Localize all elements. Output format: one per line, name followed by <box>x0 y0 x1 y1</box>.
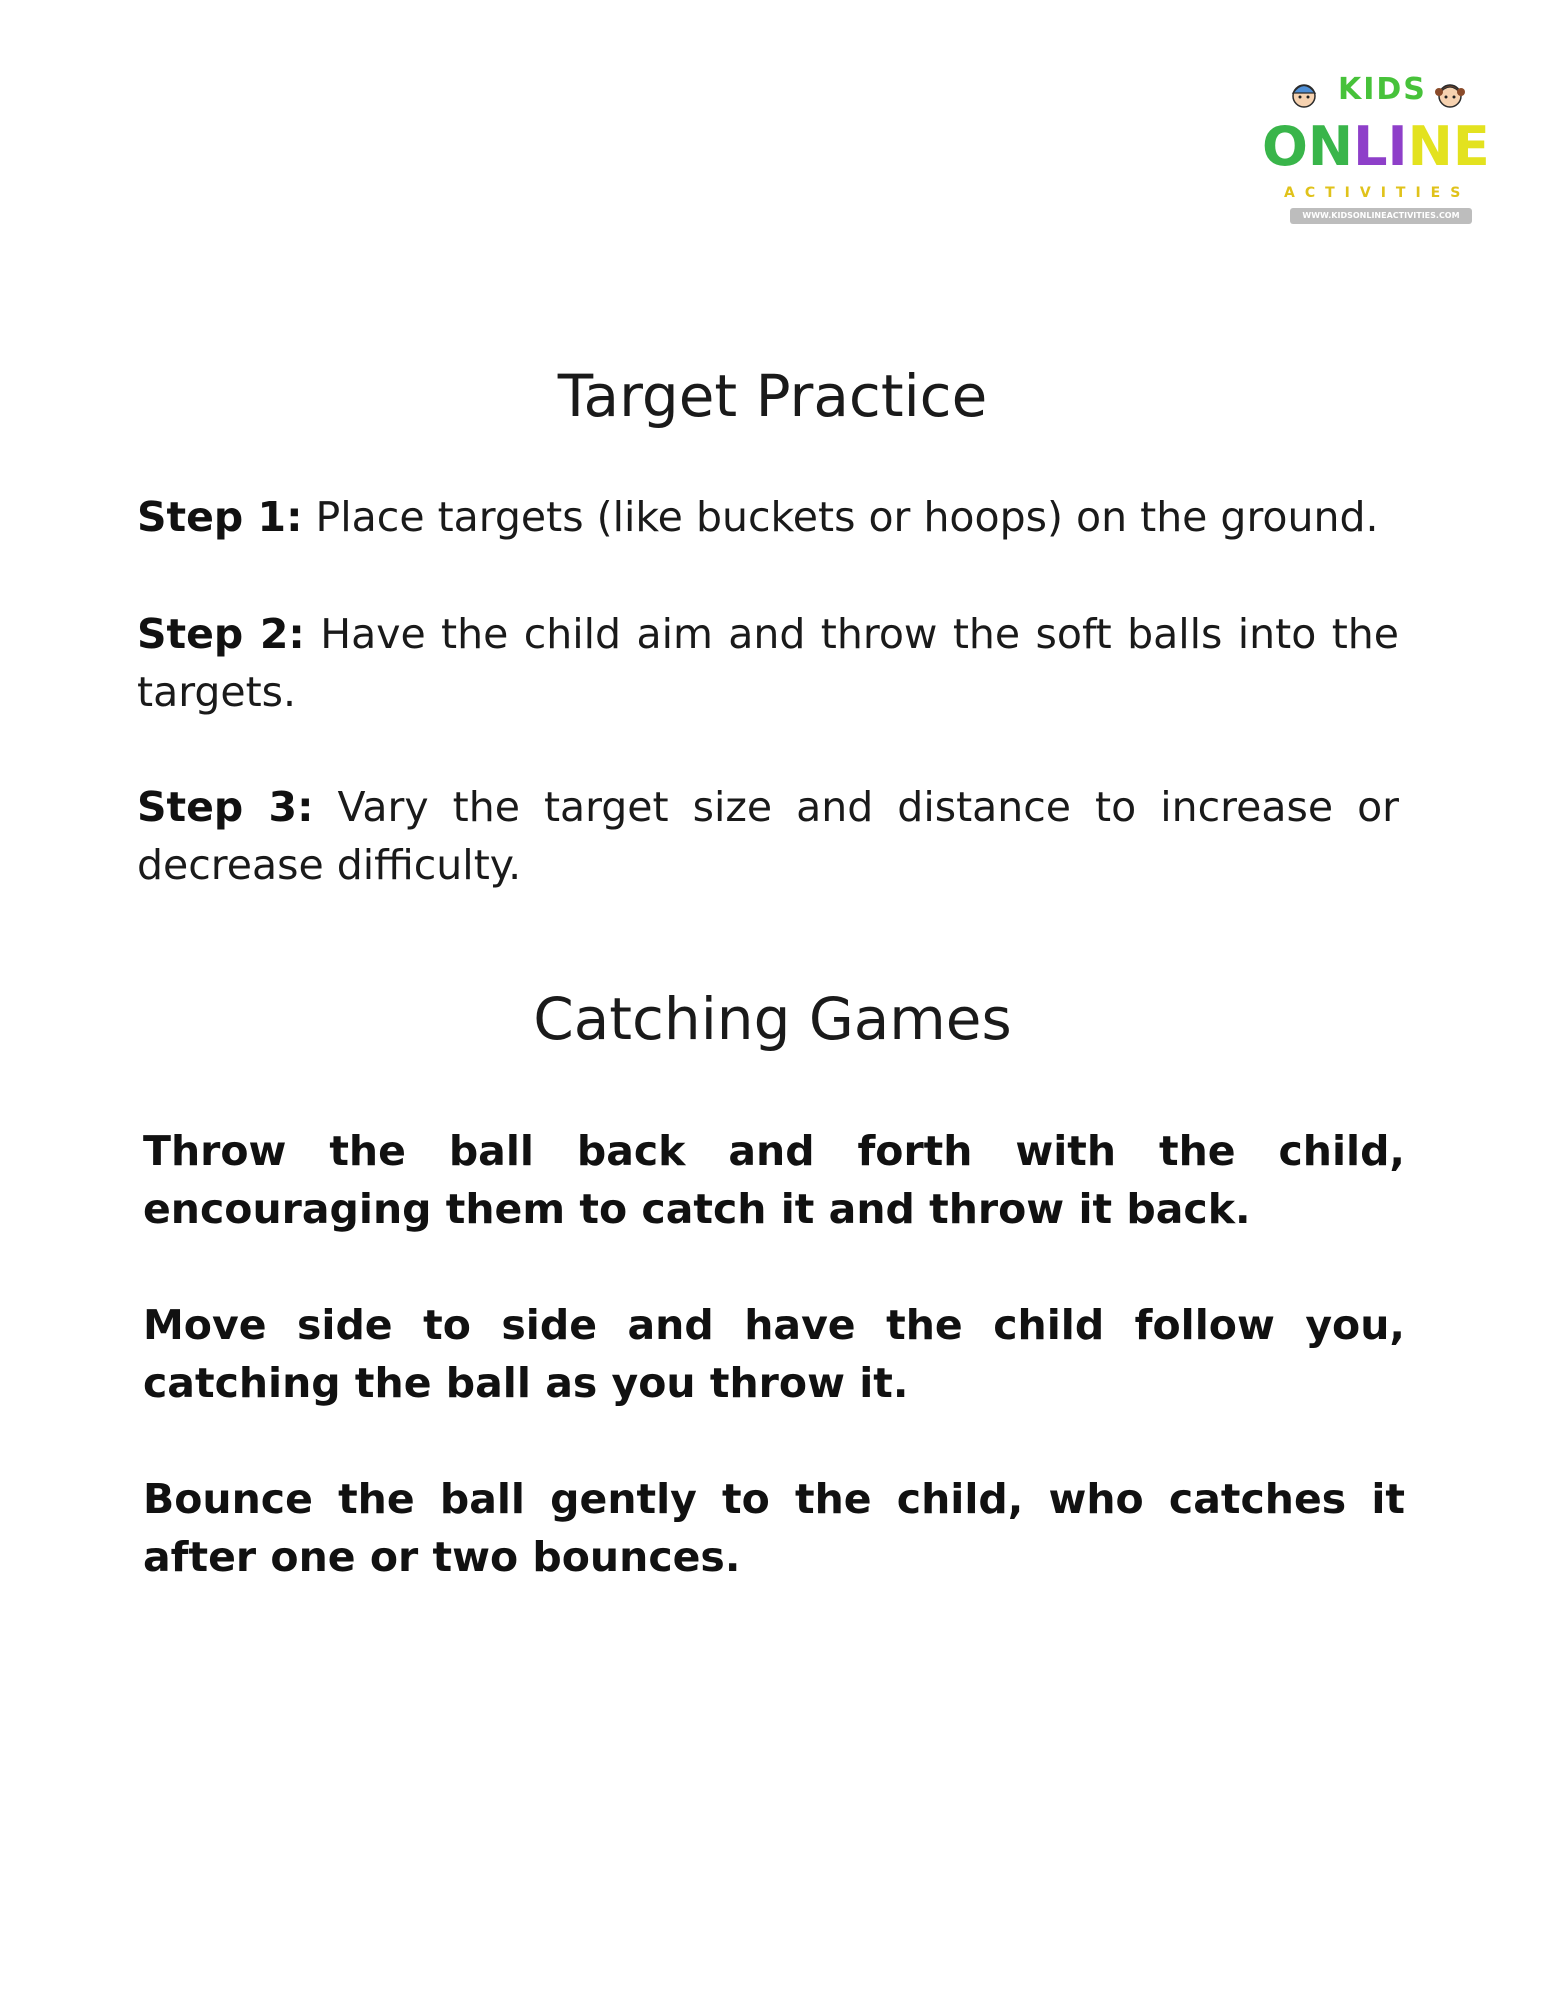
logo-online-letter: N <box>1407 115 1453 178</box>
step-3-text: Vary the target size and distance to increase or decrease difficulty. <box>137 783 1400 889</box>
step-2-text: Have the child aim and throw the soft balls into the targets. <box>137 610 1399 716</box>
logo-online-text <box>1262 115 1490 178</box>
step-2-label: Step 2: <box>137 610 305 658</box>
catching-item-1: Throw the ball back and forth with the child, encouraging them to catch it and throw it back. <box>143 1127 1405 1233</box>
logo-online-letter: O <box>1262 115 1308 178</box>
step-1-paragraph <box>137 488 1399 546</box>
step-1-text: Place targets (like buckets or hoops) on the ground. <box>315 493 1379 541</box>
step-2-paragraph <box>137 605 1399 721</box>
step-3-paragraph <box>137 778 1399 894</box>
logo-online-letter: I <box>1387 115 1408 178</box>
logo-activities-text: ACTIVITIES <box>1284 185 1471 201</box>
logo-online-letter: E <box>1452 115 1490 178</box>
kids-online-activities-logo <box>1262 66 1490 236</box>
logo-online-letter: N <box>1307 115 1354 178</box>
step-1-label: Step 1: <box>137 493 303 541</box>
catching-item-3: Bounce the ball gently to the child, who catches it after one or two bounces. <box>143 1475 1405 1581</box>
catching-games-title: Catching Games <box>533 985 1012 1053</box>
logo-online-letter: L <box>1353 115 1388 178</box>
logo-url-text: WWW.KIDSONLINEACTIVITIES.COM <box>1290 208 1472 224</box>
logo-kids-text: KIDS <box>1338 72 1427 107</box>
catching-item-2: Move side to side and have the child follow you, catching the ball as you throw it. <box>143 1301 1405 1407</box>
target-practice-title: Target Practice <box>557 362 988 430</box>
step-3-label: Step 3: <box>137 783 314 831</box>
